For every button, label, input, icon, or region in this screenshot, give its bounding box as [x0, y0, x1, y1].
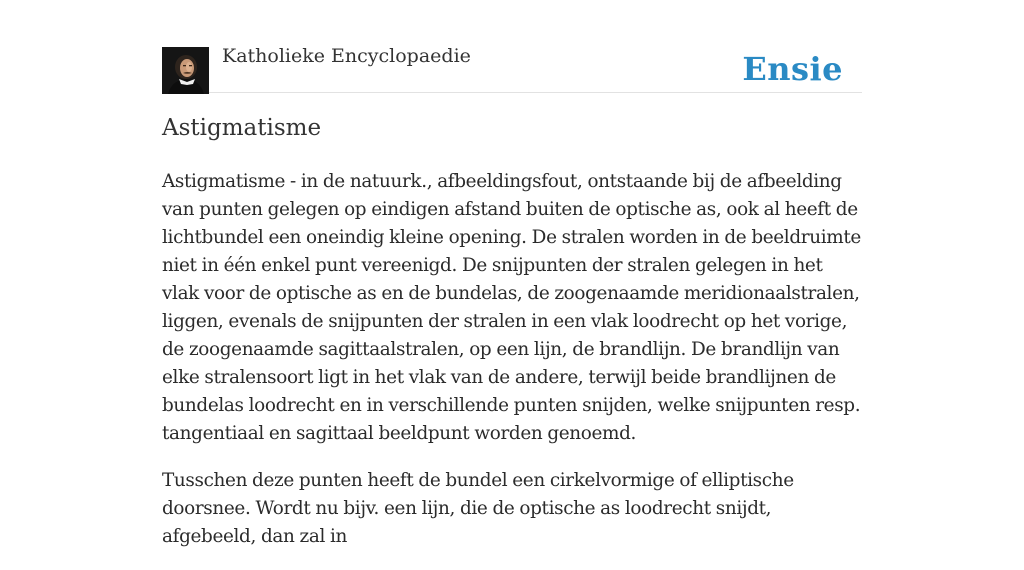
site-name[interactable]: Katholieke Encyclopaedie: [222, 45, 471, 67]
site-header: [162, 40, 862, 93]
portrait-image: [162, 47, 209, 94]
brand-logo[interactable]: Ensie: [742, 50, 843, 88]
article-body: [162, 168, 862, 570]
article-paragraph: Astigmatisme - in de natuurk., afbeeldingsfout, ontstaande bij de afbeelding van punten gelegen op eindigen afstand buiten de optische as, ook al heeft de lichtbundel een oneindig kleine opening. De stralen worden in de beeldruimte niet in één enkel punt vereenigd. De snijpunten der stralen gelegen in het vlak voor de optische as en de bundelas, de zoogenaamde meridionaalstralen, liggen, evenals de snijpunten der stralen in een vlak loodrecht op het vorige, de zoogenaamde sagittaalstralen, op een lijn, de brandlijn. De brandlijn van elke stralensoort ligt in het vlak van de andere, terwijl beide brandlijnen de bundelas loodrecht en in verschillende punten snijden, welke snijpunten resp. tangentiaal en sagittaal beeldpunt worden genoemd.: [162, 171, 861, 444]
avatar[interactable]: [162, 47, 209, 94]
article-paragraph: Tusschen deze punten heeft de bundel een cirkelvormige of elliptische doorsnee. Wordt nu bijv. een lijn, die de optische as loodrecht snijdt, afgebeeld, dan zal in: [162, 470, 794, 547]
page-title: Astigmatisme: [162, 115, 322, 141]
